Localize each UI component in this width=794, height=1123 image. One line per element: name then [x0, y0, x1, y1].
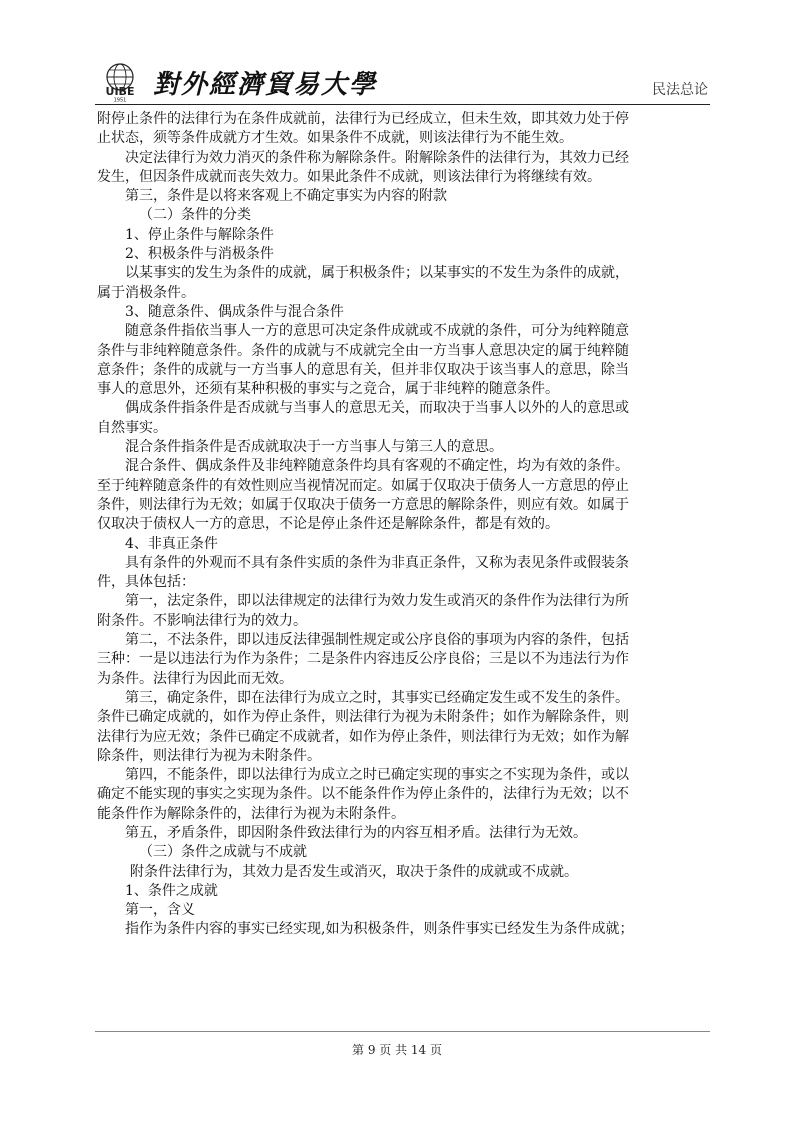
- text-line: 第四，不能条件，即以法律行为成立之时已确定实现的事实之不实现为条件，或以: [125, 767, 629, 784]
- text-line: 第五，矛盾条件，即因附条件致法律行为的内容互相矛盾。法律行为无效。: [125, 824, 587, 841]
- text-line: （二）条件的分类: [139, 207, 251, 224]
- text-line: 至于纯粹随意条件的有效性则应当视情况而定。如属于仅取决于债务人一方意思的停止: [97, 477, 629, 494]
- text-line: 为条件。法律行为因此而无效。: [97, 670, 293, 687]
- text-line: 第一，含义: [125, 902, 195, 919]
- document-body: [97, 110, 709, 940]
- text-line: 1、条件之成就: [125, 882, 218, 899]
- text-line: 能条件作为解除条件的，法律行为视为未附条件。: [97, 805, 405, 822]
- text-line: 附条件。不影响法律行为的效力。: [97, 612, 307, 629]
- page-number: 第 9 页 共 14 页: [352, 1043, 442, 1057]
- text-line: 3、随意条件、偶成条件与混合条件: [125, 303, 344, 320]
- text-line: 件，具体包括：: [97, 574, 195, 591]
- text-line: 事人的意思外，还须有某种积极的事实与之竞合，属于非纯粹的随意条件。: [97, 381, 559, 398]
- page-header: [95, 60, 710, 105]
- text-line: 1、停止条件与解除条件: [125, 226, 274, 243]
- text-line: 附停止条件的法律行为在条件成就前，法律行为已经成立，但未生效，即其效力处于停: [97, 111, 629, 127]
- text-line: 条件已确定成就的，如作为停止条件，则法律行为视为未附条件；如作为解除条件，则: [97, 709, 629, 726]
- text-line: 自然事实。: [97, 419, 167, 436]
- text-line: 法律行为应无效；条件已确定不成就者，如作为停止条件，则法律行为无效；如作为解: [97, 728, 629, 745]
- text-line: 第三，条件是以将来客观上不确定事实为内容的附款: [125, 188, 447, 205]
- text-line: 第一，法定条件，即以法律规定的法律行为效力发生或消灭的条件作为法律行为所: [125, 593, 629, 610]
- logo-text: UIBE: [105, 85, 135, 98]
- text-line: 止状态，须等条件成就方才生效。如果条件不成就，则该法律行为不能生效。: [97, 130, 573, 147]
- text-line: 确定不能实现的事实之实现为条件。以不能条件作为停止条件的，法律行为无效；以不: [97, 786, 629, 803]
- text-line: 三种：一是以违法行为作为条件；二是条件内容违反公序良俗；三是以不为违法行为作: [97, 651, 629, 668]
- text-line: 除条件，则法律行为视为未附条件。: [97, 747, 321, 764]
- footer-divider: [95, 1031, 710, 1032]
- text-line: 以某事实的发生为条件的成就，属于积极条件；以某事实的不发生为条件的成就，: [125, 265, 629, 282]
- text-line: 2、积极条件与消极条件: [125, 246, 274, 263]
- text-line: 附条件法律行为，其效力是否发生或消灭，取决于条件的成就或不成就。: [130, 863, 578, 880]
- text-line: 混合条件指条件是否成就取决于一方当事人与第三人的意思。: [125, 439, 503, 456]
- text-line: 第二，不法条件，即以违反法律强制性规定或公序良俗的事项为内容的条件，包括: [125, 632, 629, 649]
- logo-year: 1951: [113, 97, 127, 102]
- text-line: 第三，确定条件，即在法律行为成立之时，其事实已经确定发生或不发生的条件。: [125, 689, 629, 706]
- text-line: 属于消极条件。: [97, 284, 195, 301]
- text-line: 随意条件指依当事人一方的意思可决定条件成就或不成就的条件，可分为纯粹随意: [125, 323, 629, 340]
- text-line: 指作为条件内容的事实已经实现,如为积极条件，则条件事实已经发生为条件成就；: [125, 921, 634, 938]
- text-line: 具有条件的外观而不具有条件实质的条件为非真正条件，又称为表见条件或假装条: [125, 554, 629, 571]
- text-line: 偶成条件指条件是否成就与当事人的意思无关，而取决于当事人以外的人的意思或: [125, 400, 629, 417]
- text-line: 条件与非纯粹随意条件。条件的成就与不成就完全由一方当事人意思决定的属于纯粹随: [97, 342, 629, 359]
- text-line: 决定法律行为效力消灭的条件称为解除条件。附解除条件的法律行为，其效力已经: [125, 149, 629, 166]
- text-line: 意条件；条件的成就与一方当事人的意思有关，但并非仅取决于该当事人的意思，除当: [97, 361, 629, 378]
- text-line: 发生，但因条件成就而丧失效力。如果此条件不成就，则该法律行为将继续有效。: [97, 168, 601, 185]
- text-line: 条件，则法律行为无效；如属于仅取决于债务一方意思的解除条件，则应有效。如属于: [97, 496, 629, 513]
- text-line: （三）条件之成就与不成就: [139, 844, 307, 861]
- course-title: 民法总论: [652, 82, 708, 98]
- text-line: 仅取决于债权人一方的意思，不论是停止条件还是解除条件，都是有效的。: [97, 516, 559, 533]
- text-line: 4、非真正条件: [125, 535, 218, 552]
- text-line: 混合条件、偶成条件及非纯粹随意条件均具有客观的不确定性，均为有效的条件。: [125, 458, 629, 475]
- university-name: 對外經濟貿易大學: [153, 70, 378, 100]
- university-logo: [95, 62, 145, 102]
